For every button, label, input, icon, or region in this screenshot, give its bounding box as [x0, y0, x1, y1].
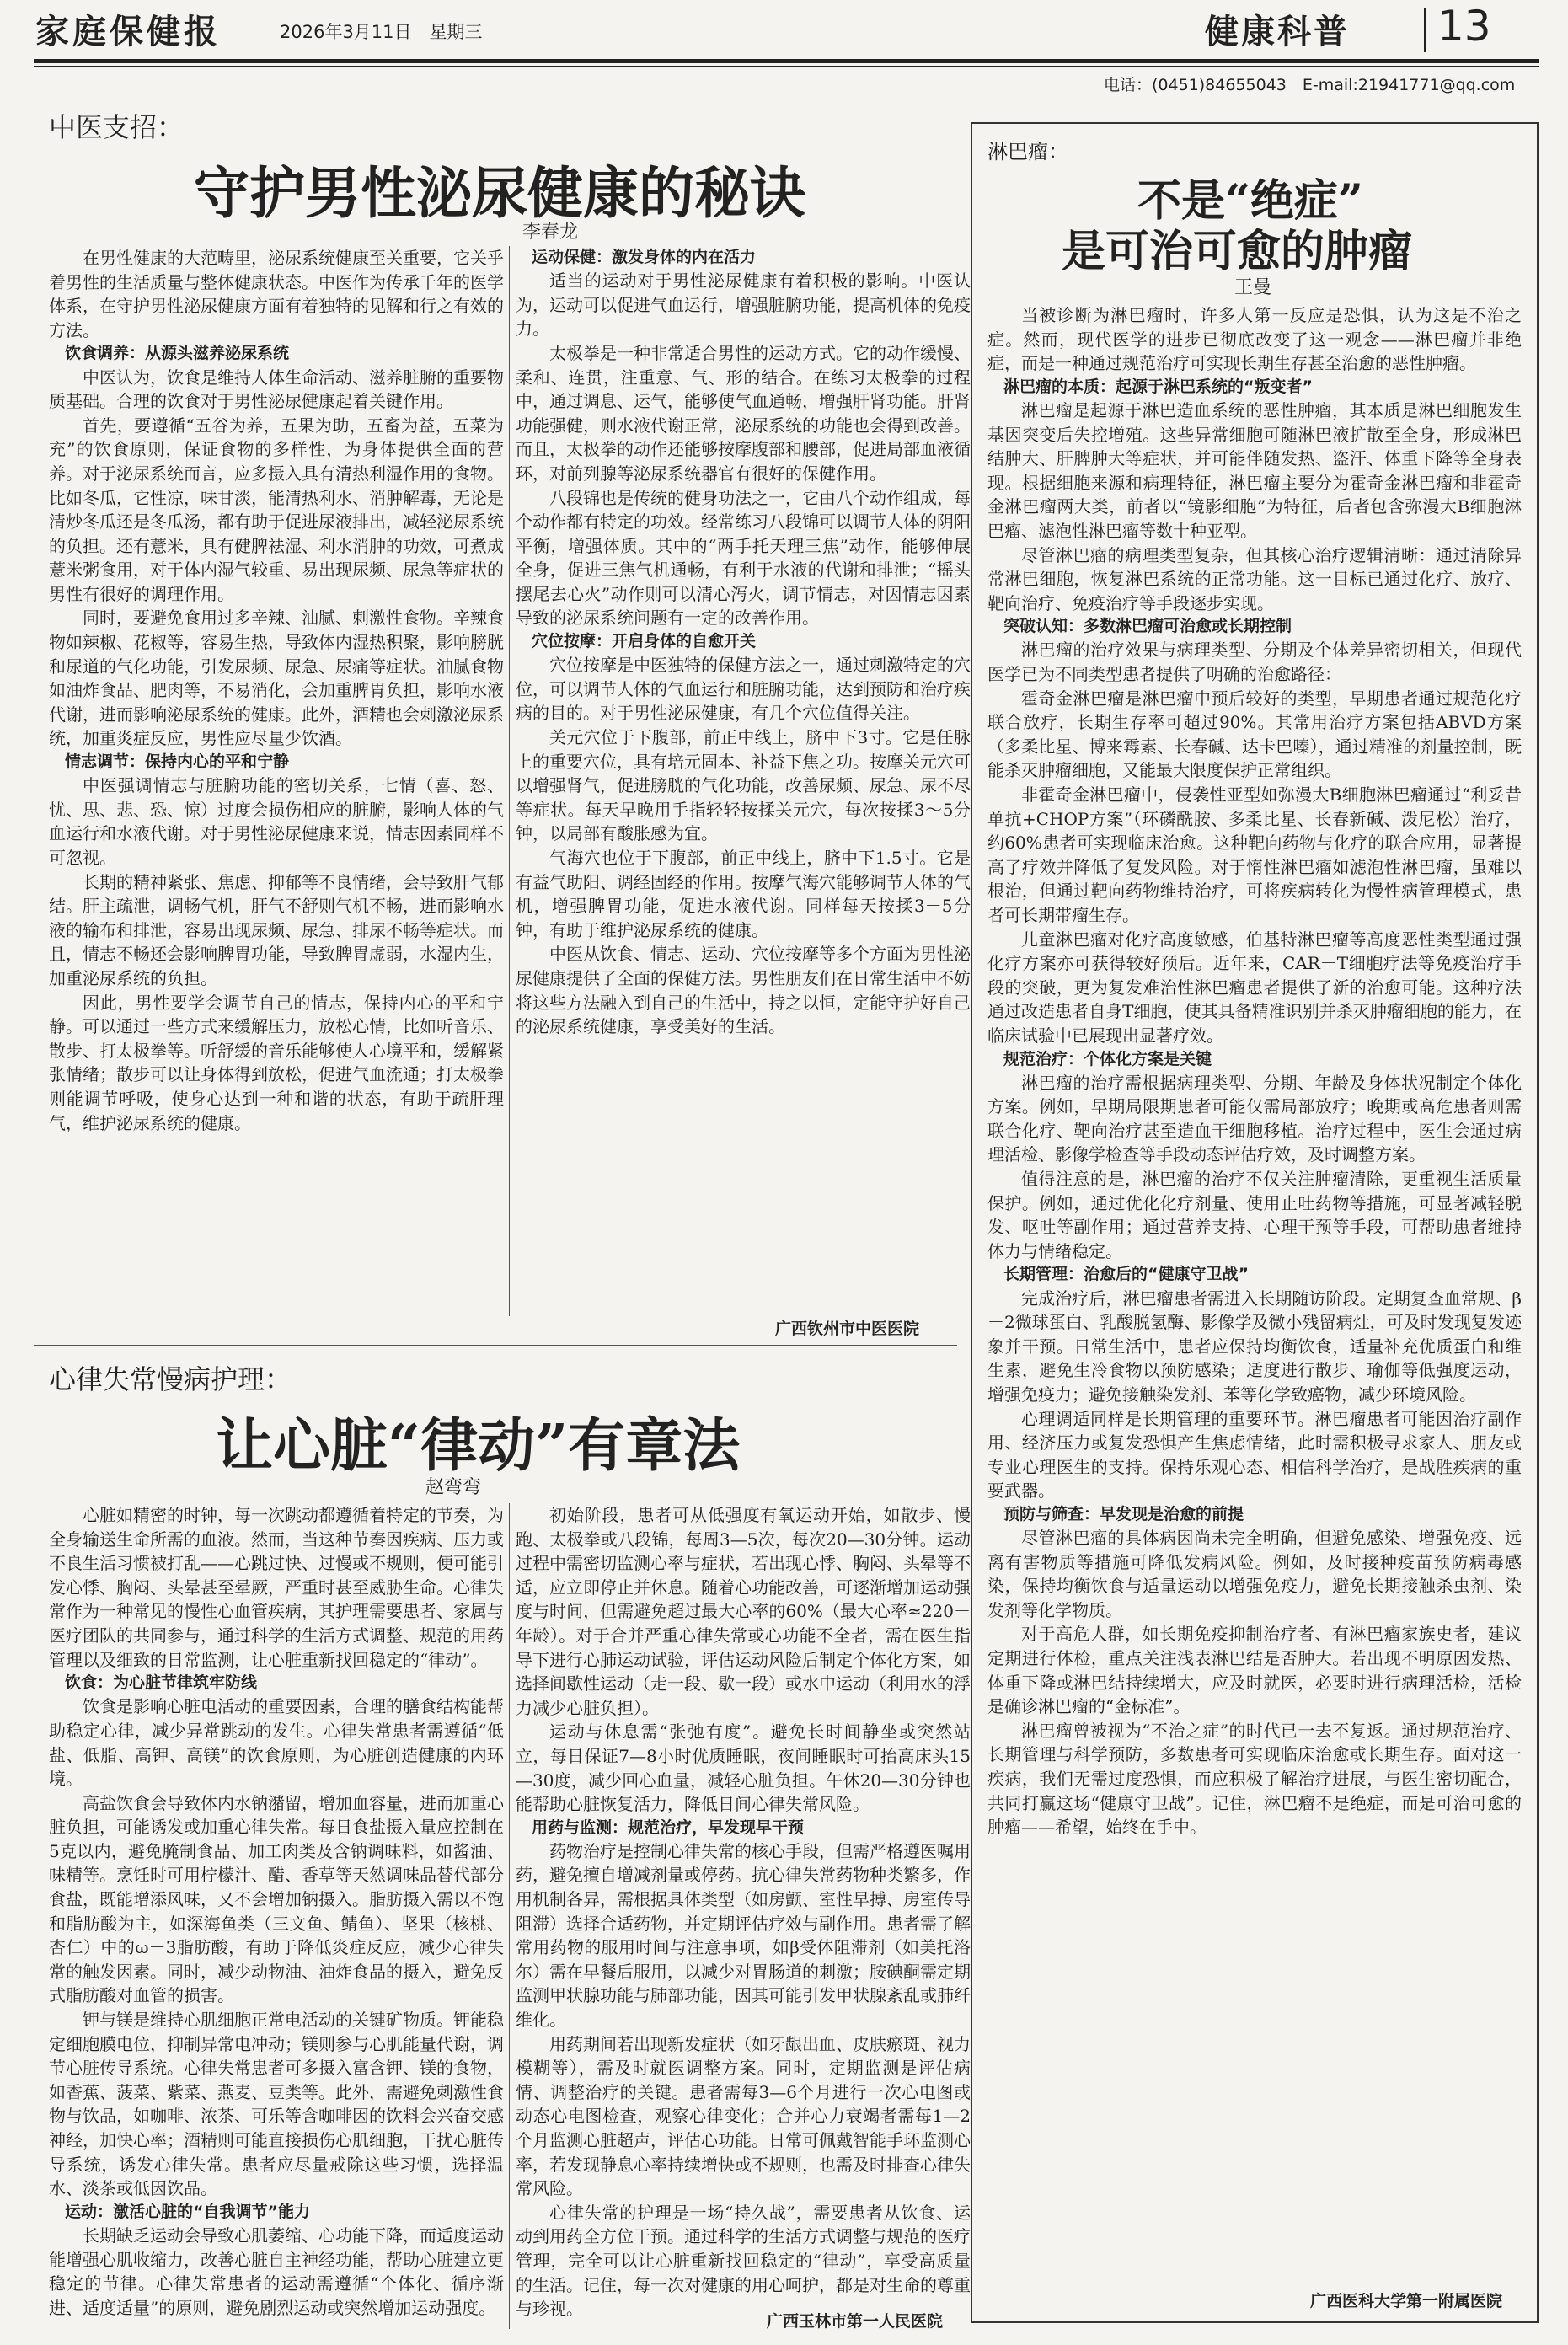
paragraph: 完成治疗后，淋巴瘤患者需进入长期随访阶段。定期复查血常规、β－2微球蛋白、乳酸脱氢酶、影像学及微小残留病灶，可及时发现复发迹象并干预。日常生活中，患者应保持均衡饮食，适量补充优质蛋白和维生素，避免生冷食物以预防感染；适度进行散步、瑜伽等低强度运动，增强免疫力；避免接触染发剂、苯等化学致癌物，减少环境风险。 [987, 1288, 1522, 1405]
article2-column-left [49, 1503, 504, 2336]
paragraph: 适当的运动对于男性泌尿健康有着积极的影响。中医认为，运动可以促进气血运行，增强脏腑功能，提高机体的免疫力。 [516, 270, 971, 340]
subheading: 用药与监测：规范治疗，早发现早干预 [532, 1818, 805, 1837]
paragraph: 尽管淋巴瘤的具体病因尚未完全明确，但避免感染、增强免疫、远离有害物质等措施可降低发病风险。例如，及时接种疫苗预防病毒感染，保持均衡饮食与适量运动以增强免疫力，避免长期接触杀虫剂、染发剂等化学物质。 [987, 1528, 1522, 1620]
paragraph: 中医从饮食、情志、运动、穴位按摩等多个方面为男性泌尿健康提供了全面的保健方法。男性朋友们在日常生活中不妨将这些方法融入到自己的生活中，持之以恒，定能守护好自己的泌尿系统健康，享受美好的生活。 [516, 944, 971, 1037]
paragraph: 八段锦也是传统的健身功法之一，它由八个动作组成，每个动作都有特定的功效。经常练习八段锦可以调节人体的阴阳平衡，增强体质。其中的“两手托天理三焦”动作，能够伸展全身，促进三焦气机通畅，有利于水液的代谢和排泄；“摇头摆尾去心火”动作则可以清心泻火，调节情志，对因情志因素导致的泌尿系统问题有一定的改善作用。 [516, 487, 971, 629]
paragraph: 太极拳是一种非常适合男性的运动方式。它的动作缓慢、柔和、连贯，注重意、气、形的结合。在练习太极拳的过程中，通过调息、运气，能够使气血通畅，增强肝肾功能。肝肾功能强健，则水液代谢正常，泌尿系统的功能也会得到改善。而且，太极拳的动作还能够按摩腹部和腰部，促进局部血液循环，对前列腺等泌尿系统器官有很好的保健作用。 [516, 342, 971, 484]
paragraph: 当被诊断为淋巴瘤时，许多人第一反应是恐惧，认为这是不治之症。然而，现代医学的进步已彻底改变了这一观念——淋巴瘤并非绝症，而是一种通过规范治疗可实现长期生存甚至治愈的恶性肿瘤。 [987, 305, 1522, 374]
masthead-rule-thin [34, 66, 1539, 67]
subheading: 运动：激活心脏的“自我调节”能力 [65, 2202, 310, 2221]
paragraph: 饮食是影响心脏电活动的重要因素，合理的膳食结构能帮助稳定心律，减少异常跳动的发生。心律失常患者需遵循“低盐、低脂、高钾、高镁”的饮食原则，为心脏创造健康的内环境。 [49, 1696, 504, 1790]
subheading: 规范治疗：个体化方案是关键 [1003, 1049, 1212, 1068]
subheading: 预防与筛查：早发现是治愈的前提 [1003, 1504, 1244, 1523]
column-divider [509, 1503, 510, 2329]
article1-kicker: 中医支招： [49, 111, 185, 143]
article1-title: 守护男性泌尿健康的秘诀 [194, 160, 805, 226]
article3-hospital: 广西医科大学第一附属医院 [1310, 2292, 1503, 2310]
paragraph: 初始阶段，患者可从低强度有氧运动开始，如散步、慢跑、太极拳或八段锦，每周3—5次，每次20—30分钟。运动过程中需密切监测心率与症状，若出现心悸、胸闷、头晕等不适，应立即停止并休息。随着心功能改善，可逐渐增加运动强度与时间，但需避免超过最大心率的60%（最大心率≈220－年龄）。对于合并严重心律失常或心功能不全者，需在医生指导下进行心肺运动试验，评估运动风险后制定个体化方案，如选择间歇性运动（走一段、歇一段）或水中运动（利用水的浮力减少心脏负担）。 [516, 1505, 971, 1718]
paragraph: 钾与镁是维持心肌细胞正常电活动的关键矿物质。钾能稳定细胞膜电位，抑制异常电冲动；镁则参与心肌能量代谢，调节心脏传导系统。心律失常患者可多摄入富含钾、镁的食物，如香蕉、菠菜、紫菜、燕麦、豆类等。此外，需避免刺激性食物与饮品，如咖啡、浓茶、可乐等含咖啡因的饮料会兴奋交感神经，加快心率；酒精则可能直接损伤心肌细胞，干扰心脏传导系统，诱发心律失常。患者应尽量戒除这些习惯，选择温水、淡茶或低因饮品。 [49, 2010, 504, 2199]
paragraph: 药物治疗是控制心律失常的核心手段，但需严格遵医嘱用药，避免擅自增减剂量或停药。抗心律失常药物种类繁多，作用机制各异，需根据具体类型（如房颤、室性早搏、房室传导阻滞）选择合适药物，并定期评估疗效与副作用。患者需了解常用药物的服用时间与注意事项，如β受体阻滞剂（如美托洛尔）需在早餐后服用，以减少对胃肠道的刺激；胺碘酮需定期监测甲状腺功能与肺部功能，因其可能引发甲状腺紊乱或肺纤维化。 [516, 1840, 971, 2031]
masthead-rule [34, 59, 1539, 63]
issue-date: 2026年3月11日 星期三 [280, 22, 483, 42]
header-divider [1424, 8, 1426, 52]
article2-kicker: 心律失常慢病护理： [49, 1363, 292, 1395]
article2-author: 赵弯弯 [425, 1477, 482, 1498]
article-separator [34, 1345, 957, 1346]
paragraph: 淋巴瘤曾被视为“不治之症”的时代已一去不复返。通过规范治疗、长期管理与科学预防，多数患者可实现临床治愈或长期生存。面对这一疾病，我们无需过度恐惧，而应积极了解治疗进展，与医生密切配合，共同打赢这场“健康守卫战”。记住，淋巴瘤不是绝症，而是可治可愈的肿瘤——希望，始终在手中。 [987, 1720, 1522, 1838]
paragraph: 淋巴瘤的治疗效果与病理类型、分期及个体差异密切相关，但现代医学已为不同类型患者提供了明确的治愈路径： [987, 640, 1522, 685]
paragraph: 心律失常的护理是一场“持久战”，需要患者从饮食、运动到用药全方位干预。通过科学的生活方式调整与规范的医疗管理，完全可以让心脏重新找回稳定的“律动”，享受高质量的生活。记住，每一次对健康的用心呵护，都是对生命的尊重与珍视。 [516, 2202, 971, 2320]
subheading: 长期管理：治愈后的“健康守卫战” [1003, 1265, 1249, 1284]
paragraph: 儿童淋巴瘤对化疗高度敏感，伯基特淋巴瘤等高度恶性类型通过强化疗方案亦可获得较好预后。近年来，CAR－T细胞疗法等免疫治疗手段的突破，更为复发难治性淋巴瘤患者提供了新的治愈可能。这种疗法通过改造患者自身T细胞，使其具备精准识别并杀灭肿瘤细胞的能力，在临床试验中已展现出显著疗效。 [987, 929, 1522, 1046]
article1-author: 李春龙 [522, 222, 579, 243]
paragraph: 长期的精神紧张、焦虑、抑郁等不良情绪，会导致肝气郁结。肝主疏泄，调畅气机，肝气不舒则气机不畅，进而影响水液的输布和排泄，容易出现尿频、尿急、排尿不畅等症状。而且，情志不畅还会影响脾胃功能，导致脾胃虚弱，水湿内生，加重泌尿系统的负担。 [49, 871, 504, 988]
paragraph: 穴位按摩是中医独特的保健方法之一，通过刺激特定的穴位，可以调节人体的气血运行和脏腑功能，达到预防和治疗疾病的目的。对于男性泌尿健康，有几个穴位值得关注。 [516, 655, 971, 724]
paragraph: 高盐饮食会导致体内水钠潴留，增加血容量，进而加重心脏负担，可能诱发或加重心律失常。每日食盐摄入量应控制在5克以内，避免腌制食品、加工肉类及含钠调味料，如酱油、味精等。烹饪时可用柠檬汁、醋、香草等天然调味品替代部分食盐，既能增添风味，又不会增加钠摄入。脂肪摄入需以不饱和脂肪酸为主，如深海鱼类（三文鱼、鲭鱼）、坚果（核桃、杏仁）中的ω－3脂肪酸，有助于降低炎症反应，减少心律失常的触发因素。同时，减少动物油、油炸食品的摄入，避免反式脂肪酸对血管的损害。 [49, 1792, 504, 2006]
paragraph: 淋巴瘤是起源于淋巴造血系统的恶性肿瘤，其本质是淋巴细胞发生基因突变后失控增殖。这些异常细胞可随淋巴液扩散至全身，形成淋巴结肿大、肝脾肿大等症状，并可能伴随发热、盗汗、体重下降等全身表现。根据细胞来源和病理特征，淋巴瘤主要分为霍奇金淋巴瘤和非霍奇金淋巴瘤两大类，前者以“镜影细胞”为特征，后者包含弥漫大B细胞淋巴瘤、滤泡性淋巴瘤等数十种亚型。 [987, 399, 1522, 541]
paragraph: 对于高危人群，如长期免疫抑制治疗者、有淋巴瘤家族史者，建议定期进行体检，重点关注浅表淋巴结是否肿大。若出现不明原因发热、体重下降或淋巴结持续增大，应及时就医，必要时进行病理活检，活检是确诊淋巴瘤的“金标准”。 [987, 1624, 1522, 1717]
paragraph: 首先，要遵循“五谷为养，五果为助，五畜为益，五菜为充”的饮食原则，保证食物的多样性，为身体提供全面的营养。对于泌尿系统而言，应多摄入具有清热利湿作用的食物。比如冬瓜，它性凉，味甘淡，能清热利水、消肿解毒，无论是清炒冬瓜还是冬瓜汤，都有助于促进尿液排出，减轻泌尿系统的负担。还有薏米，具有健脾祛湿、利水消肿的功效，可煮成薏米粥食用，对于体内湿气较重、易出现尿频、尿急等症状的男性有很好的调理作用。 [49, 415, 504, 604]
paragraph: 霍奇金淋巴瘤是淋巴瘤中预后较好的类型，早期患者通过规范化疗联合放疗，长期生存率可超过90%。其常用治疗方案包括ABVD方案（多柔比星、博来霉素、长春碱、达卡巴嗪），通过精准的剂量控制，既能杀灭肿瘤细胞，又能最大限度保护正常组织。 [987, 688, 1522, 781]
paragraph: 中医认为，饮食是维持人体生命活动、滋养脏腑的重要物质基础。合理的饮食对于男性泌尿健康起着关键作用。 [49, 367, 504, 412]
article2-column-right [516, 1503, 971, 2320]
article1-column-right [516, 246, 971, 1299]
article3-title-line2: 是可治可愈的肿瘤 [1062, 226, 1413, 277]
article3-column [987, 303, 1522, 2282]
newspaper-name: 家庭保健报 [35, 12, 221, 51]
subheading: 情志调节：保持内心的平和宁静 [65, 752, 290, 772]
column-divider [509, 246, 510, 1316]
article3-kicker: 淋巴瘤： [987, 140, 1068, 163]
subheading: 饮食调养：从源头滋养泌尿系统 [65, 344, 290, 363]
paragraph: 值得注意的是，淋巴瘤的治疗不仅关注肿瘤清除，更重视生活质量保护。例如，通过优化化疗剂量、使用止吐药物等措施，可显著减轻脱发、呕吐等副作用；通过营养支持、心理干预等手段，可帮助患者维持体力与情绪稳定。 [987, 1169, 1522, 1261]
article1-hospital: 广西钦州市中医医院 [775, 1320, 920, 1338]
subheading: 运动保健：激发身体的内在活力 [532, 248, 757, 266]
contact-line: 电话：(0451)84655043 E-mail:21941771@qq.com [1104, 76, 1516, 94]
paragraph: 长期缺乏运动会导致心肌萎缩、心功能下降，而适度运动能增强心肌收缩力，改善心脏自主神经功能，帮助心脏建立更稳定的节律。心律失常患者的运动需遵循“个体化、循序渐进、适度适量”的原则，避免剧烈运动或突然增加运动强度。 [49, 2225, 504, 2318]
article3-author: 王曼 [1234, 277, 1272, 298]
subheading: 淋巴瘤的本质：起源于淋巴系统的“叛变者” [1003, 377, 1313, 396]
paragraph: 心理调适同样是长期管理的重要环节。淋巴瘤患者可能因治疗副作用、经济压力或复发恐惧产生焦虑情绪，此时需积极寻求家人、朋友或专业心理医生的支持。保持乐观心态、相信科学治疗，是战胜疾病的重要武器。 [987, 1408, 1522, 1502]
subheading: 突破认知：多数淋巴瘤可治愈或长期控制 [1003, 617, 1292, 636]
subheading: 穴位按摩：开启身体的自愈开关 [532, 632, 757, 651]
paragraph: 因此，男性要学会调节自己的情志，保持内心的平和宁静。可以通过一些方式来缓解压力，放松心情，比如听音乐、散步、打太极拳等。听舒缓的音乐能够使人心境平和，缓解紧张情绪；散步可以让身体得到放松，促进气血流通；打太极拳则能调节呼吸，使身心达到一种和谐的状态，有助于疏肝理气，维护泌尿系统的健康。 [49, 992, 504, 1133]
paragraph: 非霍奇金淋巴瘤中，侵袭性亚型如弥漫大B细胞淋巴瘤通过“利妥昔单抗+CHOP方案”（环磷酰胺、多柔比星、长春新碱、泼尼松）治疗，约60%患者可实现临床治愈。这种靶向药物与化疗的联合应用，显著提高了疗效并降低了复发风险。对于惰性淋巴瘤如滤泡性淋巴瘤，虽难以根治，但通过靶向药物维持治疗，可将疾病转化为慢性病管理模式，患者可长期带瘤生存。 [987, 784, 1522, 925]
article2-hospital: 广西玉林市第一人民医院 [767, 2312, 944, 2331]
paragraph: 用药期间若出现新发症状（如牙龈出血、皮肤瘀斑、视力模糊等），需及时就医调整方案。同时，定期监测是评估病情、调整治疗的关键。患者需每3—6个月进行一次心电图或动态心电图检查，观察心律变化；合并心力衰竭者需每1—2个月监测心脏超声，评估心功能。日常可佩戴智能手环监测心率，若发现静息心率持续增快或不规则，也需及时排查心律失常风险。 [516, 2033, 971, 2199]
paragraph: 在男性健康的大范畴里，泌尿系统健康至关重要，它关乎着男性的生活质量与整体健康状态。中医作为传承千年的医学体系，在守护男性泌尿健康方面有着独特的见解和行之有效的方法。 [49, 248, 504, 340]
article3-title-line1: 不是“绝症” [1137, 175, 1363, 227]
page-number: 13 [1437, 2, 1491, 51]
article1-column-left [49, 246, 504, 1316]
paragraph: 心脏如精密的时钟，每一次跳动都遵循着特定的节奏，为全身输送生命所需的血液。然而，当这种节奏因疾病、压力或不良生活习惯被打乱——心跳过快、过慢或不规则，便可能引发心悸、胸闷、头晕甚至晕厥，严重时甚至威胁生命。心律失常作为一种常见的慢性心血管疾病，其护理需要患者、家属与医疗团队的共同参与，通过科学的生活方式调整、规范的用药管理以及细致的日常监测，让心脏重新找回稳定的“律动”。 [49, 1505, 504, 1670]
paragraph: 关元穴位于下腹部，前正中线上，脐中下3寸。它是任脉上的重要穴位，具有培元固本、补益下焦之功。按摩关元穴可以增强肾气，促进膀胱的气化功能，改善尿频、尿急、尿不尽等症状。每天早晚用手指轻轻按揉关元穴，每次按揉3～5分钟，以局部有酸胀感为宜。 [516, 727, 971, 844]
paragraph: 同时，要避免食用过多辛辣、油腻、刺激性食物。辛辣食物如辣椒、花椒等，容易生热，导致体内湿热积聚，影响膀胱和尿道的气化功能，引发尿频、尿急、尿痛等症状。油腻食物如油炸食品、肥肉等，不易消化，会加重脾胃负担，影响水液代谢，进而影响泌尿系统的健康。此外，酒精也会刺激泌尿系统，加重炎症反应，男性应尽量少饮酒。 [49, 608, 504, 749]
paragraph: 淋巴瘤的治疗需根据病理类型、分期、年龄及身体状况制定个体化方案。例如，早期局限期患者可能仅需局部放疗；晚期或高危患者则需联合化疗、靶向治疗甚至造血干细胞移植。治疗过程中，医生会通过病理活检、影像学检查等手段动态评估疗效，及时调整方案。 [987, 1072, 1522, 1165]
article2-title: 让心脏“律动”有章法 [216, 1412, 741, 1480]
subheading: 饮食：为心脏节律筑牢防线 [65, 1673, 258, 1693]
section-title: 健康科普 [1205, 12, 1350, 51]
paragraph: 中医强调情志与脏腑功能的密切关系，七情（喜、怒、忧、思、悲、恐、惊）过度会损伤相应的脏腑，影响人体的气血运行和水液代谢。对于男性泌尿健康来说，情志因素同样不可忽视。 [49, 775, 504, 868]
paragraph: 气海穴也位于下腹部，前正中线上，脐中下1.5寸。它是有益气助阳、调经固经的作用。按摩气海穴能够调节人体的气机，增强脾胃功能，促进水液代谢。同样每天按揉3－5分钟，有助于维护泌尿系统的健康。 [516, 847, 971, 940]
paragraph: 运动与休息需“张弛有度”。避免长时间静坐或突然站立，每日保证7—8小时优质睡眠，夜间睡眠时可抬高床头15—30度，减少回心血量，减轻心脏负担。午休20—30分钟也能帮助心脏恢复活力，降低日间心律失常风险。 [516, 1721, 971, 1815]
paragraph: 尽管淋巴瘤的病理类型复杂，但其核心治疗逻辑清晰：通过清除异常淋巴细胞，恢复淋巴系统的正常功能。这一目标已通过化疗、放疗、靶向治疗、免疫治疗等手段逐步实现。 [987, 544, 1522, 613]
